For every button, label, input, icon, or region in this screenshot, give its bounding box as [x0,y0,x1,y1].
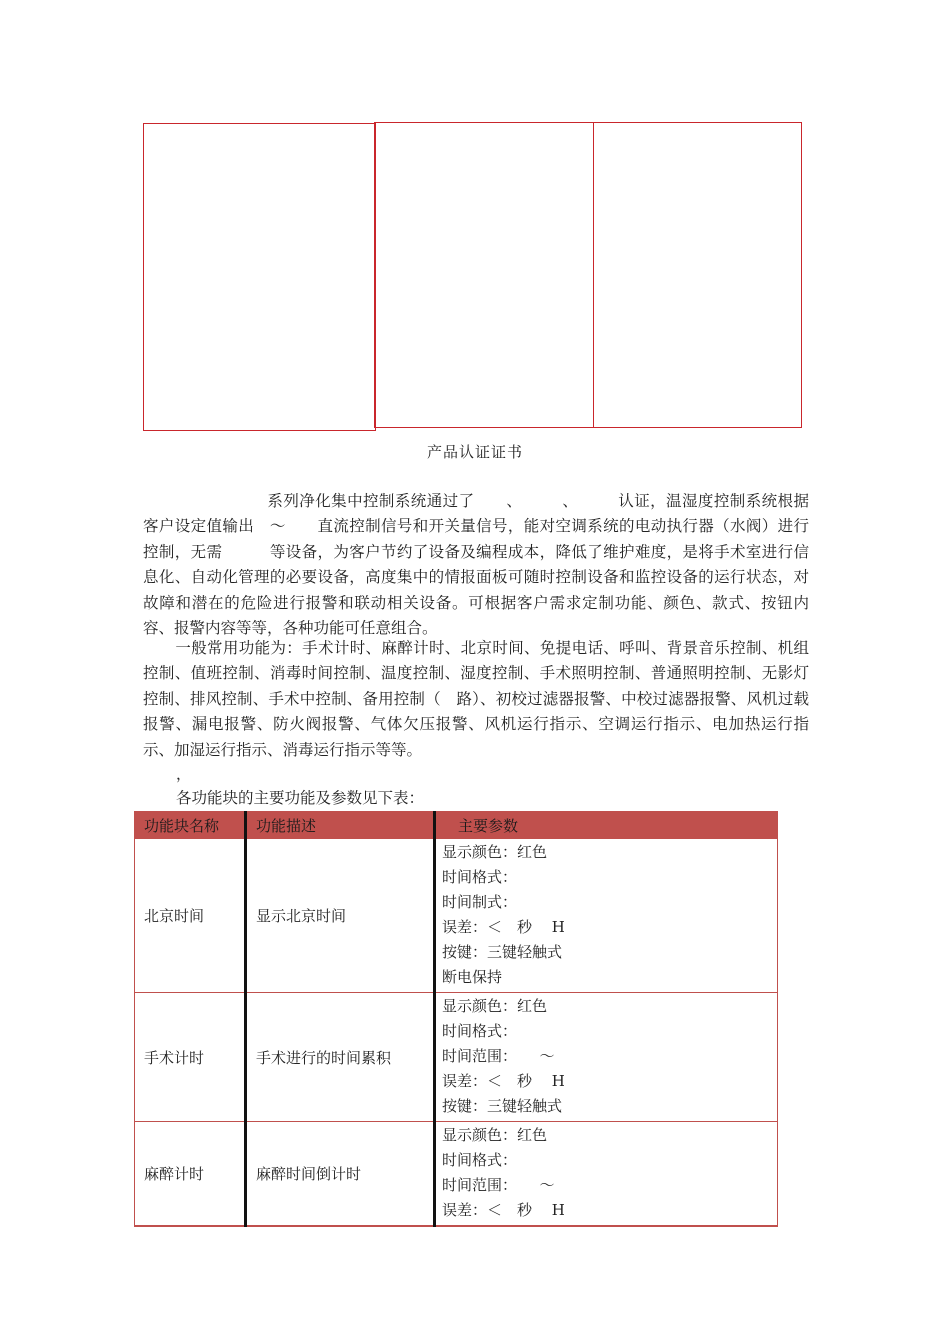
table-row [135,993,778,1122]
function-params-cell [435,1122,778,1227]
function-params-cell [435,839,778,993]
param-line: 误差：＜ 秒 H [442,1072,565,1090]
table-header-row [135,812,778,839]
param-line: 时间制式： [442,893,518,911]
function-desc-cell: 显示北京时间 [246,839,435,993]
intro-paragraph-2: 一般常用功能为：手术计时、麻醉计时、北京时间、免提电话、呼叫、背景音乐控制、机组控制、值班控制、消毒时间控制、温度控制、湿度控制、手术照明控制、普通照明控制、无影灯控制、排风控制、手术中控制、备用控制（ 路）、初校过滤器报警、中校过滤器报警、风机过载报警、漏电报警、防火阀报警、气体欠压报警、风机运行指示、空调运行指示、电加热运行指示、加湿运行指示、消毒运行指示等等。 [143,639,809,759]
function-desc-cell: 手术进行的时间累积 [246,993,435,1122]
function-table [134,811,778,1227]
table-row [135,839,778,993]
param-line: 时间格式： [442,1022,518,1040]
param-line: 误差：＜ 秒 H [442,918,565,936]
certificate-frame-1 [143,123,376,431]
certificate-frame-2 [374,122,594,428]
table-row [135,1122,778,1227]
function-name-cell: 麻醉计时 [135,1122,246,1227]
param-line: 误差：＜ 秒 H [442,1201,565,1219]
param-line: 显示颜色：红色 [442,997,548,1015]
param-line: 时间范围： ～ [442,1047,555,1065]
param-line: 时间格式： [442,1151,518,1169]
header-params: 主要参数 [435,812,778,839]
certificate-caption: 产品认证证书 [426,443,523,461]
function-params-cell [435,993,778,1122]
function-name-cell: 北京时间 [135,839,246,993]
function-name-cell: 手术计时 [135,993,246,1122]
param-line: 断电保持 [442,968,503,986]
header-desc: 功能描述 [246,812,435,839]
intro-paragraph-1: 系列净化集中控制系统通过了 、 、 认证，温湿度控制系统根据客户设定值输出 ～ 直流控制信号和开关量信号，能对空调系统的电动执行器（水阀）进行控制，无需 等设备，为客户节约了设备及编程成本，降低了维护难度，是将手术室进行信息化、自动化管理的必要设备，高度集中的情报面板可随时控制设备和监控设备的运行状态，对故障和潜在的危险进行报警和联动相关设备。可根据客户需求定制功能、颜色、款式、按钮内容、报警内容等等，各种功能可任意组合。 [143,492,809,638]
param-line: 时间格式： [442,868,518,886]
param-line: 时间范围： ～ [442,1176,555,1194]
param-line: 显示颜色：红色 [442,843,548,861]
table-intro: 各功能块的主要功能及参数见下表： [176,789,425,807]
param-line: 按键：三键轻触式 [442,943,563,961]
certificate-frame-3 [593,122,802,428]
param-line: 显示颜色：红色 [442,1126,548,1144]
param-line: 按键：三键轻触式 [442,1097,563,1115]
function-desc-cell: 麻醉时间倒计时 [246,1122,435,1227]
stray-comma: ， [176,765,192,783]
certificate-frames [143,122,803,432]
header-name: 功能块名称 [135,812,246,839]
